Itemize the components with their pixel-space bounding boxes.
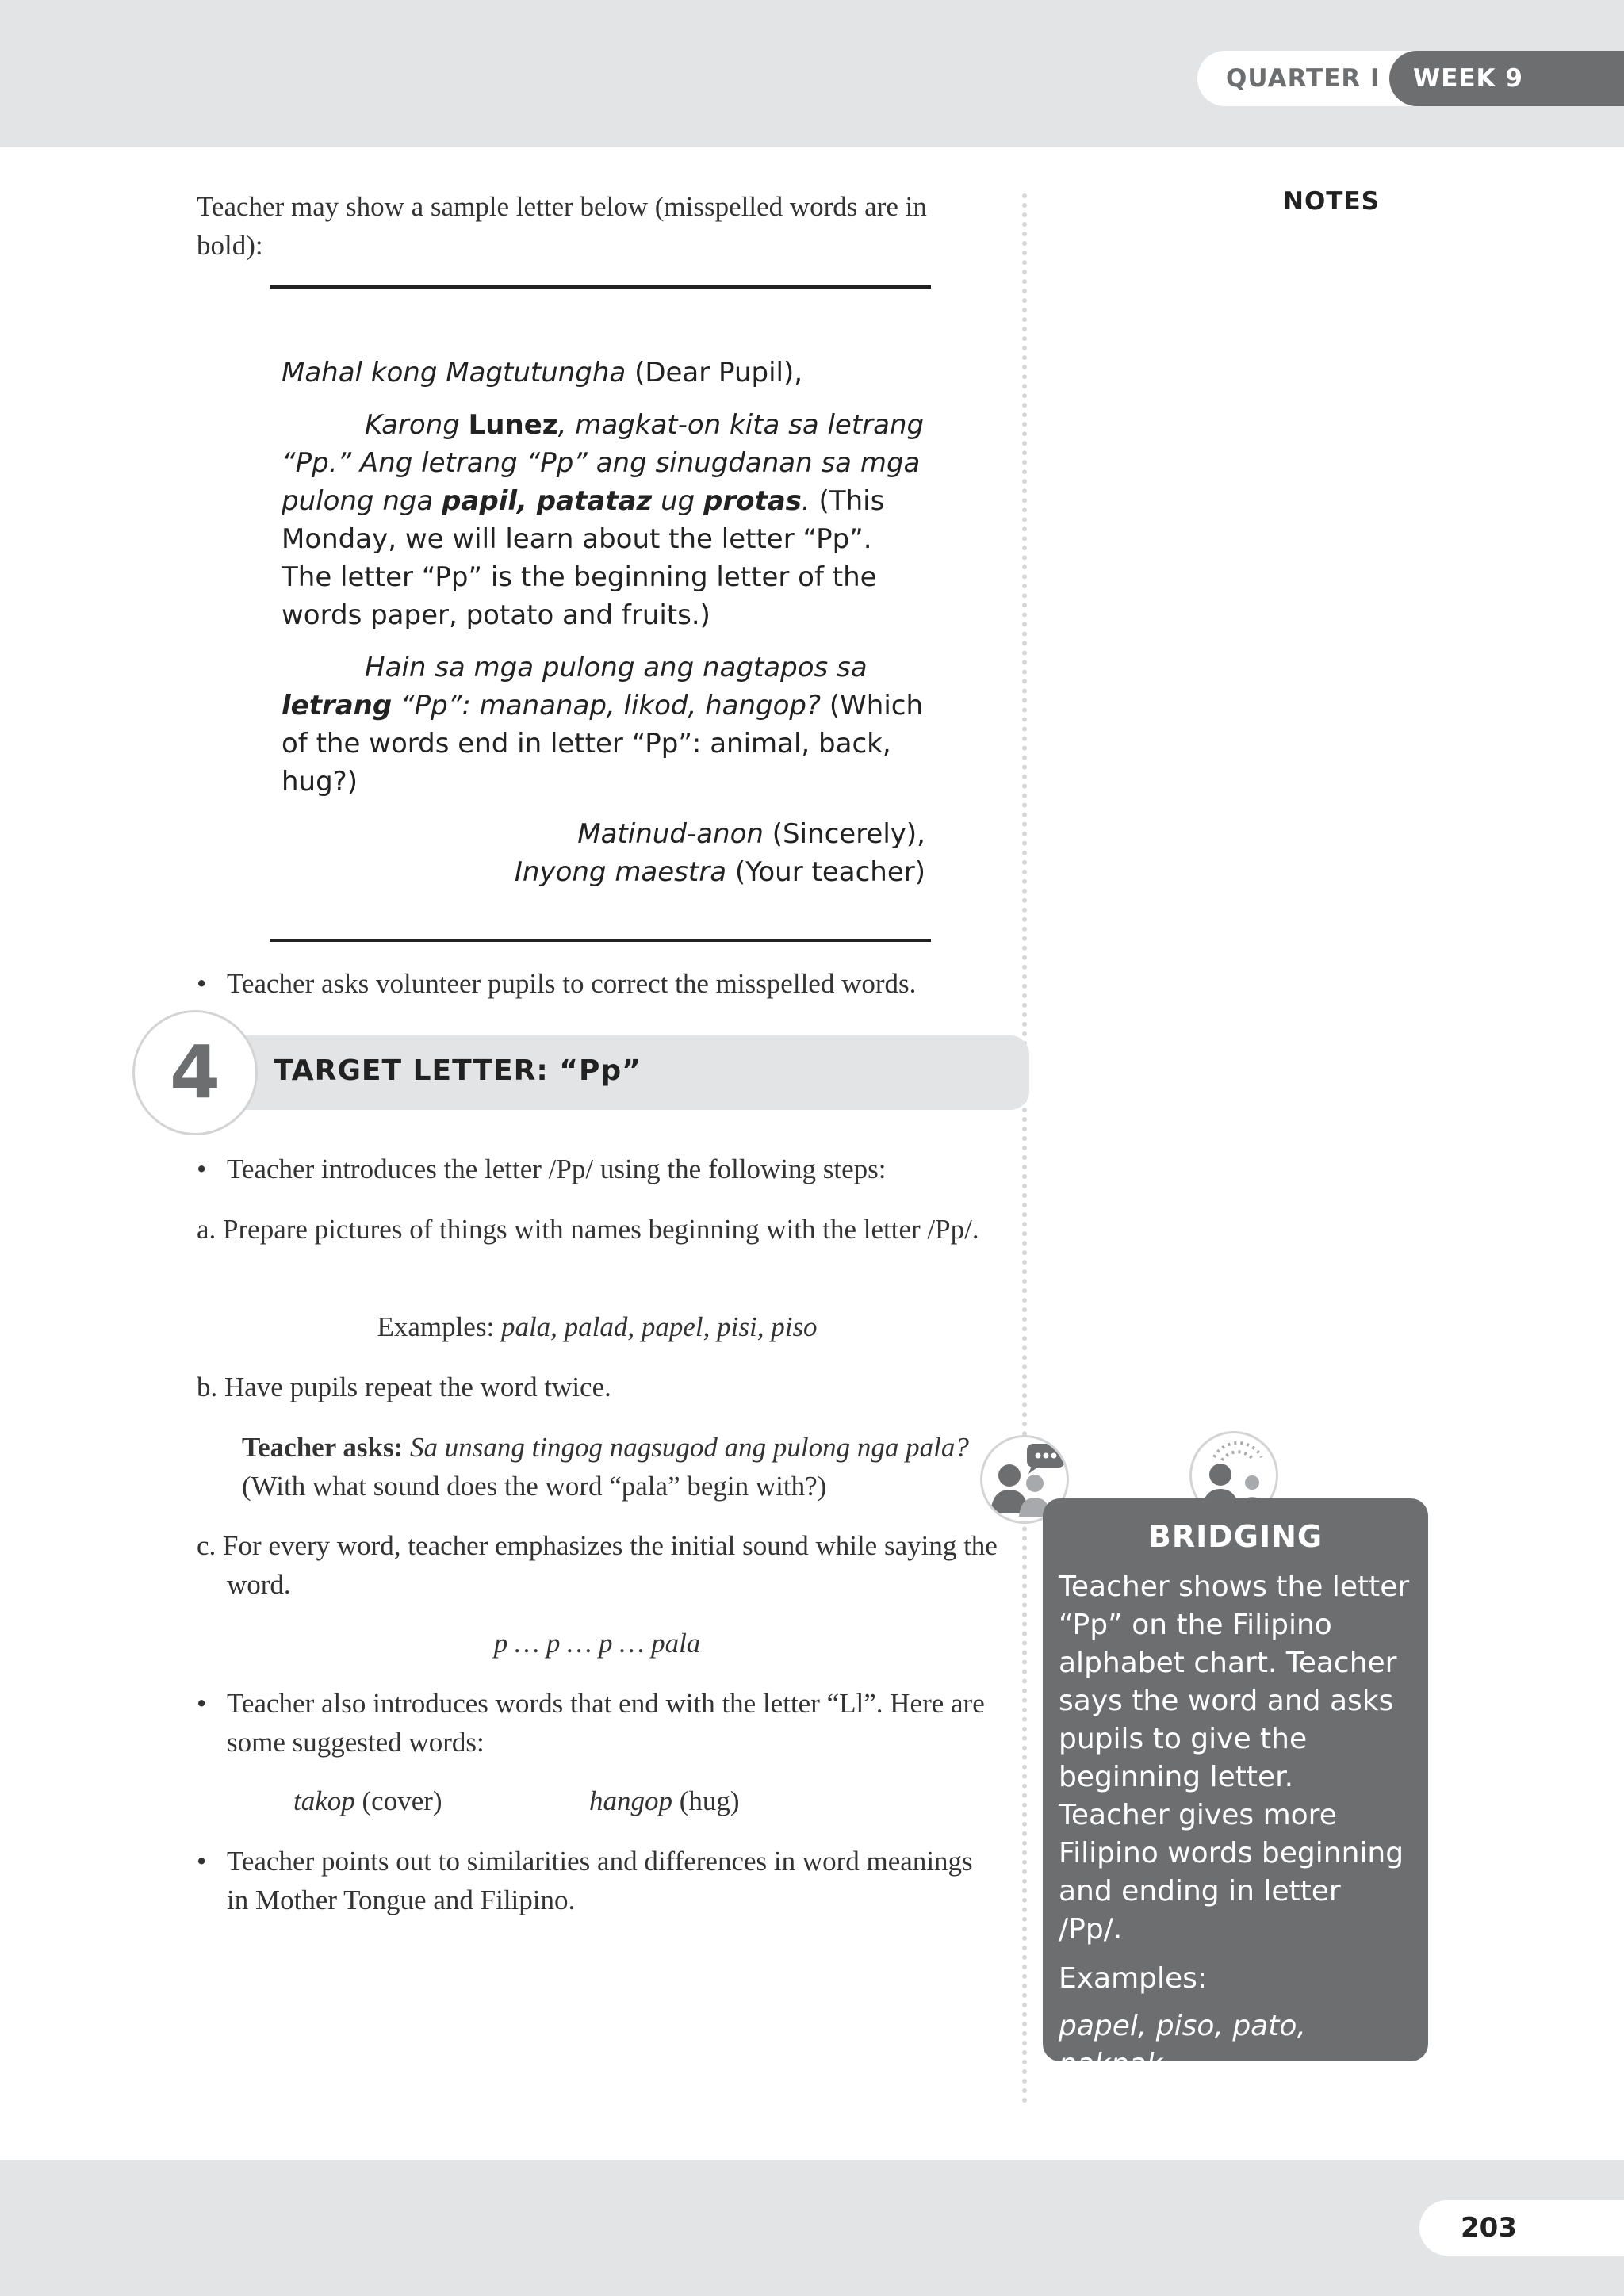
column-divider: [1022, 193, 1027, 2104]
sound-emphasis: p … p … p … pala: [493, 1628, 701, 1659]
bullet-correct-words: • Teacher asks volunteer pupils to correct the misspelled words.: [197, 968, 917, 999]
examples-line: Examples: pala, palad, papel, pisi, piso: [377, 1311, 818, 1342]
section-title: TARGET LETTER: “Pp”: [274, 1054, 642, 1087]
intro-text: Teacher may show a sample letter below (misspelled words are in bold):: [197, 191, 927, 261]
bullet-introduces-letter: • Teacher introduces the letter /Pp/ using the following steps:: [197, 1154, 887, 1184]
letter-paragraph-1: Karong Lunez, magkat-on kita sa letrang “Pp.” Ang letrang “Pp” ang sinugdanan sa mga pulong nga papil, patataz ug protas. (This Monday, we will learn about the letter “Pp”. The letter “Pp” is the beginning letter of the words paper, potato and fruits.): [282, 409, 925, 631]
notes-heading: NOTES: [1283, 187, 1380, 216]
bridging-examples-label: Examples:: [1059, 1962, 1208, 1995]
quarter-label: QUARTER I: [1197, 51, 1435, 106]
letter-greeting: Mahal kong Magtutungha (Dear Pupil),: [282, 357, 803, 388]
bridging-examples: papel, piso, pato, pakpak: [1059, 2010, 1306, 2080]
bridging-title: BRIDGING: [1147, 1519, 1323, 1554]
bridging-card: [1043, 1498, 1428, 2080]
week-label: WEEK 9: [1389, 51, 1624, 106]
page-number: 203: [1419, 2200, 1624, 2256]
letter-bottom-rule: [270, 939, 931, 942]
letter-top-rule: [270, 285, 931, 289]
bullet-similarities: • Teacher points out to similarities and differences in word meanings in Mother Tongue and Filipino.: [197, 1846, 973, 1915]
step-b: b. Have pupils repeat the word twice.: [197, 1372, 611, 1402]
suggested-word-2: hangop (hug): [589, 1785, 740, 1816]
bullet-ending-words: • Teacher also introduces words that end with the letter “Ll”. Here are some suggested words:: [197, 1688, 985, 1758]
sample-letter: [282, 354, 925, 905]
footer-band: [0, 2160, 1624, 2296]
section-number: 4: [132, 1010, 258, 1135]
bridging-body: Teacher shows the letter “Pp” on the Filipino alphabet chart. Teacher says the word and asks pupils to give the beginning letter. Teacher gives more Filipino words beginning and ending in letter /Pp/.: [1059, 1571, 1410, 1946]
letter-signature: Inyong maestra (Your teacher): [514, 856, 925, 888]
step-a: a. Prepare pictures of things with names beginning with the letter /Pp/.: [197, 1214, 979, 1245]
letter-closing: Matinud-anon (Sincerely),: [577, 818, 925, 850]
step-c: c. For every word, teacher emphasizes the initial sound while saying the word.: [197, 1530, 998, 1600]
quarter-week-label: [1197, 51, 1624, 106]
teacher-asks: Teacher asks: Sa unsang tingog nagsugod ang pulong nga pala? (With what sound does the word “pala” begin with?): [242, 1432, 969, 1502]
suggested-word-1: takop (cover): [293, 1785, 442, 1816]
letter-paragraph-2: Hain sa mga pulong ang nagtapos sa letrang “Pp”: mananap, likod, hangop? (Which of the words end in letter “Pp”: animal, back, hug?): [282, 652, 924, 798]
